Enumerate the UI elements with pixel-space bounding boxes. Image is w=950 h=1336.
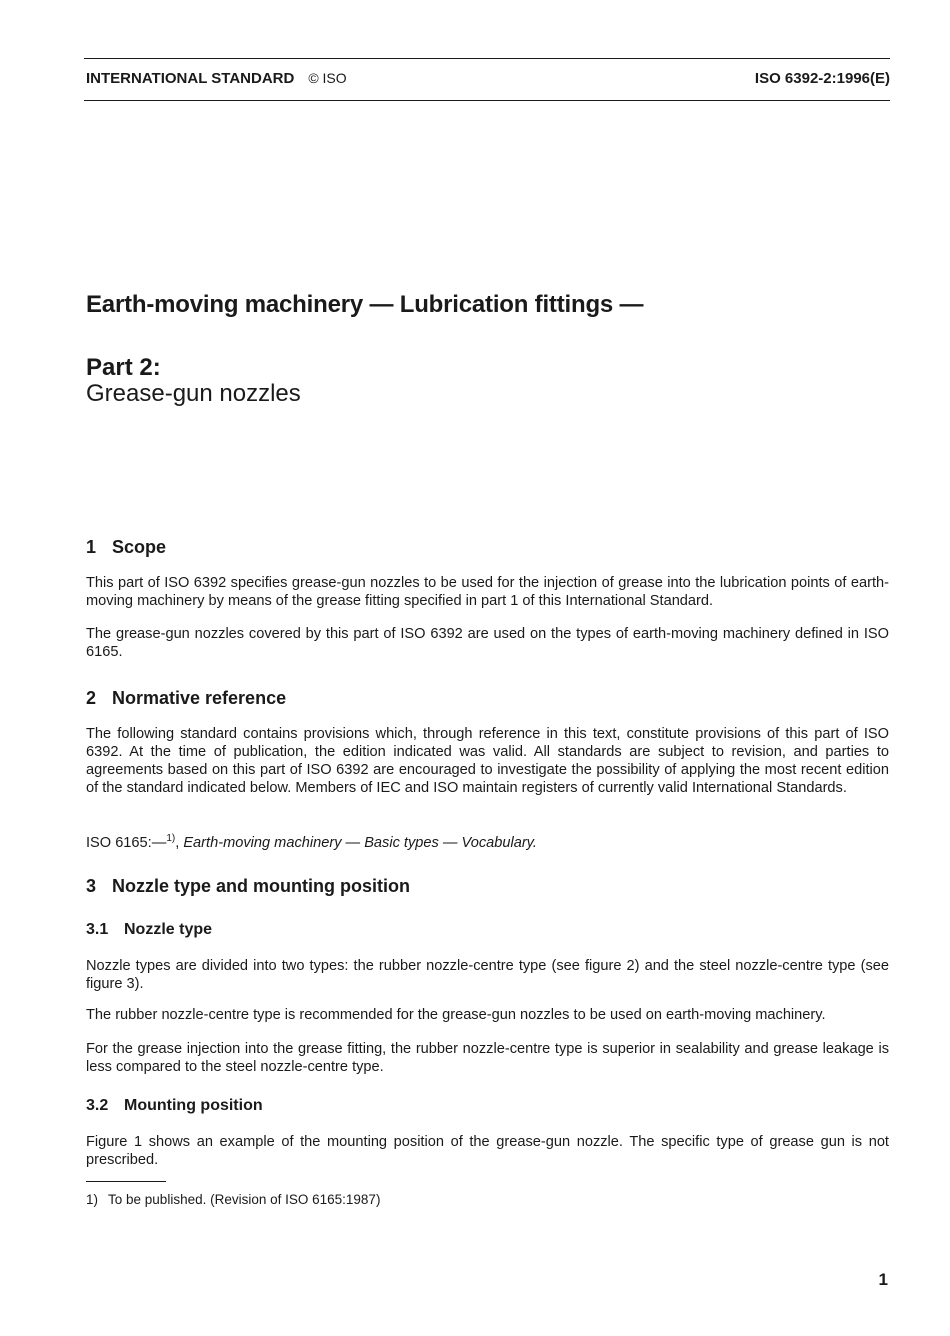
section-number: 2: [86, 688, 97, 708]
footnote-number: 1): [86, 1192, 99, 1207]
paragraph: Nozzle types are divided into two types: the rubber nozzle-centre type (see figure 2) and the steel nozzle-centre type (see figure 3).: [86, 958, 889, 992]
paragraph: Figure 1 shows an example of the mounting position of the grease-gun nozzle. The specific type of grease gun is not prescribed.: [86, 1134, 889, 1168]
reference-code: ISO 6165:—: [86, 834, 167, 851]
paragraph: The following standard contains provisions which, through reference in this text, constitute provisions of this part of ISO 6392. At the time of publication, the edition indicated was valid. All standards are subject to revision, and parties to agreements based on this part of ISO 6392 are encouraged to investigate the possibility of applying the most recent edition of the standard indicated below. Members of IEC and ISO maintain registers of currently valid International Standards.: [86, 726, 889, 796]
header-left: [86, 70, 347, 87]
header-bottom-rule: [84, 100, 890, 101]
section-title: Nozzle type and mounting position: [112, 876, 410, 896]
footnote-text: To be published. (Revision of ISO 6165:1987): [108, 1192, 381, 1207]
section-heading: [86, 876, 410, 897]
section-title: Normative reference: [112, 688, 287, 708]
header-doc-id: ISO 6392-2:1996(E): [754, 70, 890, 87]
paragraph: The rubber nozzle-centre type is recommended for the grease-gun nozzles to be used on earth-moving machinery.: [86, 1007, 826, 1023]
paragraph: For the grease injection into the grease fitting, the rubber nozzle-centre type is superior in sealability and grease leakage is less compared to the steel nozzle-centre type.: [86, 1041, 889, 1075]
normative-reference: [86, 830, 889, 852]
subsection-number: 3.2: [86, 1097, 109, 1114]
paragraph: This part of ISO 6392 specifies grease-gun nozzles to be used for the injection of grease into the lubrication points of earth-moving machinery by means of the grease fitting specified in part 1 of this International Standard.: [86, 575, 889, 609]
part-label: Part 2:: [86, 354, 161, 381]
subsection-title: Nozzle type: [124, 921, 213, 938]
page-number: 1: [878, 1270, 888, 1289]
section-number: 1: [86, 537, 97, 557]
footnote: [86, 1192, 380, 1207]
section-number: 3: [86, 876, 97, 896]
footnote-rule: [86, 1181, 166, 1182]
subsection-number: 3.1: [86, 921, 109, 938]
section-heading: [86, 688, 286, 709]
paragraph: The grease-gun nozzles covered by this part of ISO 6392 are used on the types of earth-moving machinery defined in ISO 6165.: [86, 626, 889, 660]
section-heading: [86, 537, 166, 558]
header-standard-label: INTERNATIONAL STANDARD: [86, 70, 295, 87]
reference-title: Earth-moving machinery — Basic types — Vocabulary.: [183, 834, 537, 851]
document-subtitle: Grease-gun nozzles: [86, 380, 301, 407]
footnote-marker: 1): [166, 833, 176, 844]
subsection-title: Mounting position: [124, 1097, 263, 1114]
subsection-heading: [86, 921, 212, 939]
subsection-heading: [86, 1097, 263, 1115]
header-top-rule: [84, 58, 890, 59]
section-title: Scope: [112, 537, 167, 557]
header-copyright: © ISO: [308, 70, 347, 86]
reference-separator: ,: [175, 834, 184, 851]
document-title: Earth-moving machinery — Lubrication fittings —: [86, 291, 644, 318]
